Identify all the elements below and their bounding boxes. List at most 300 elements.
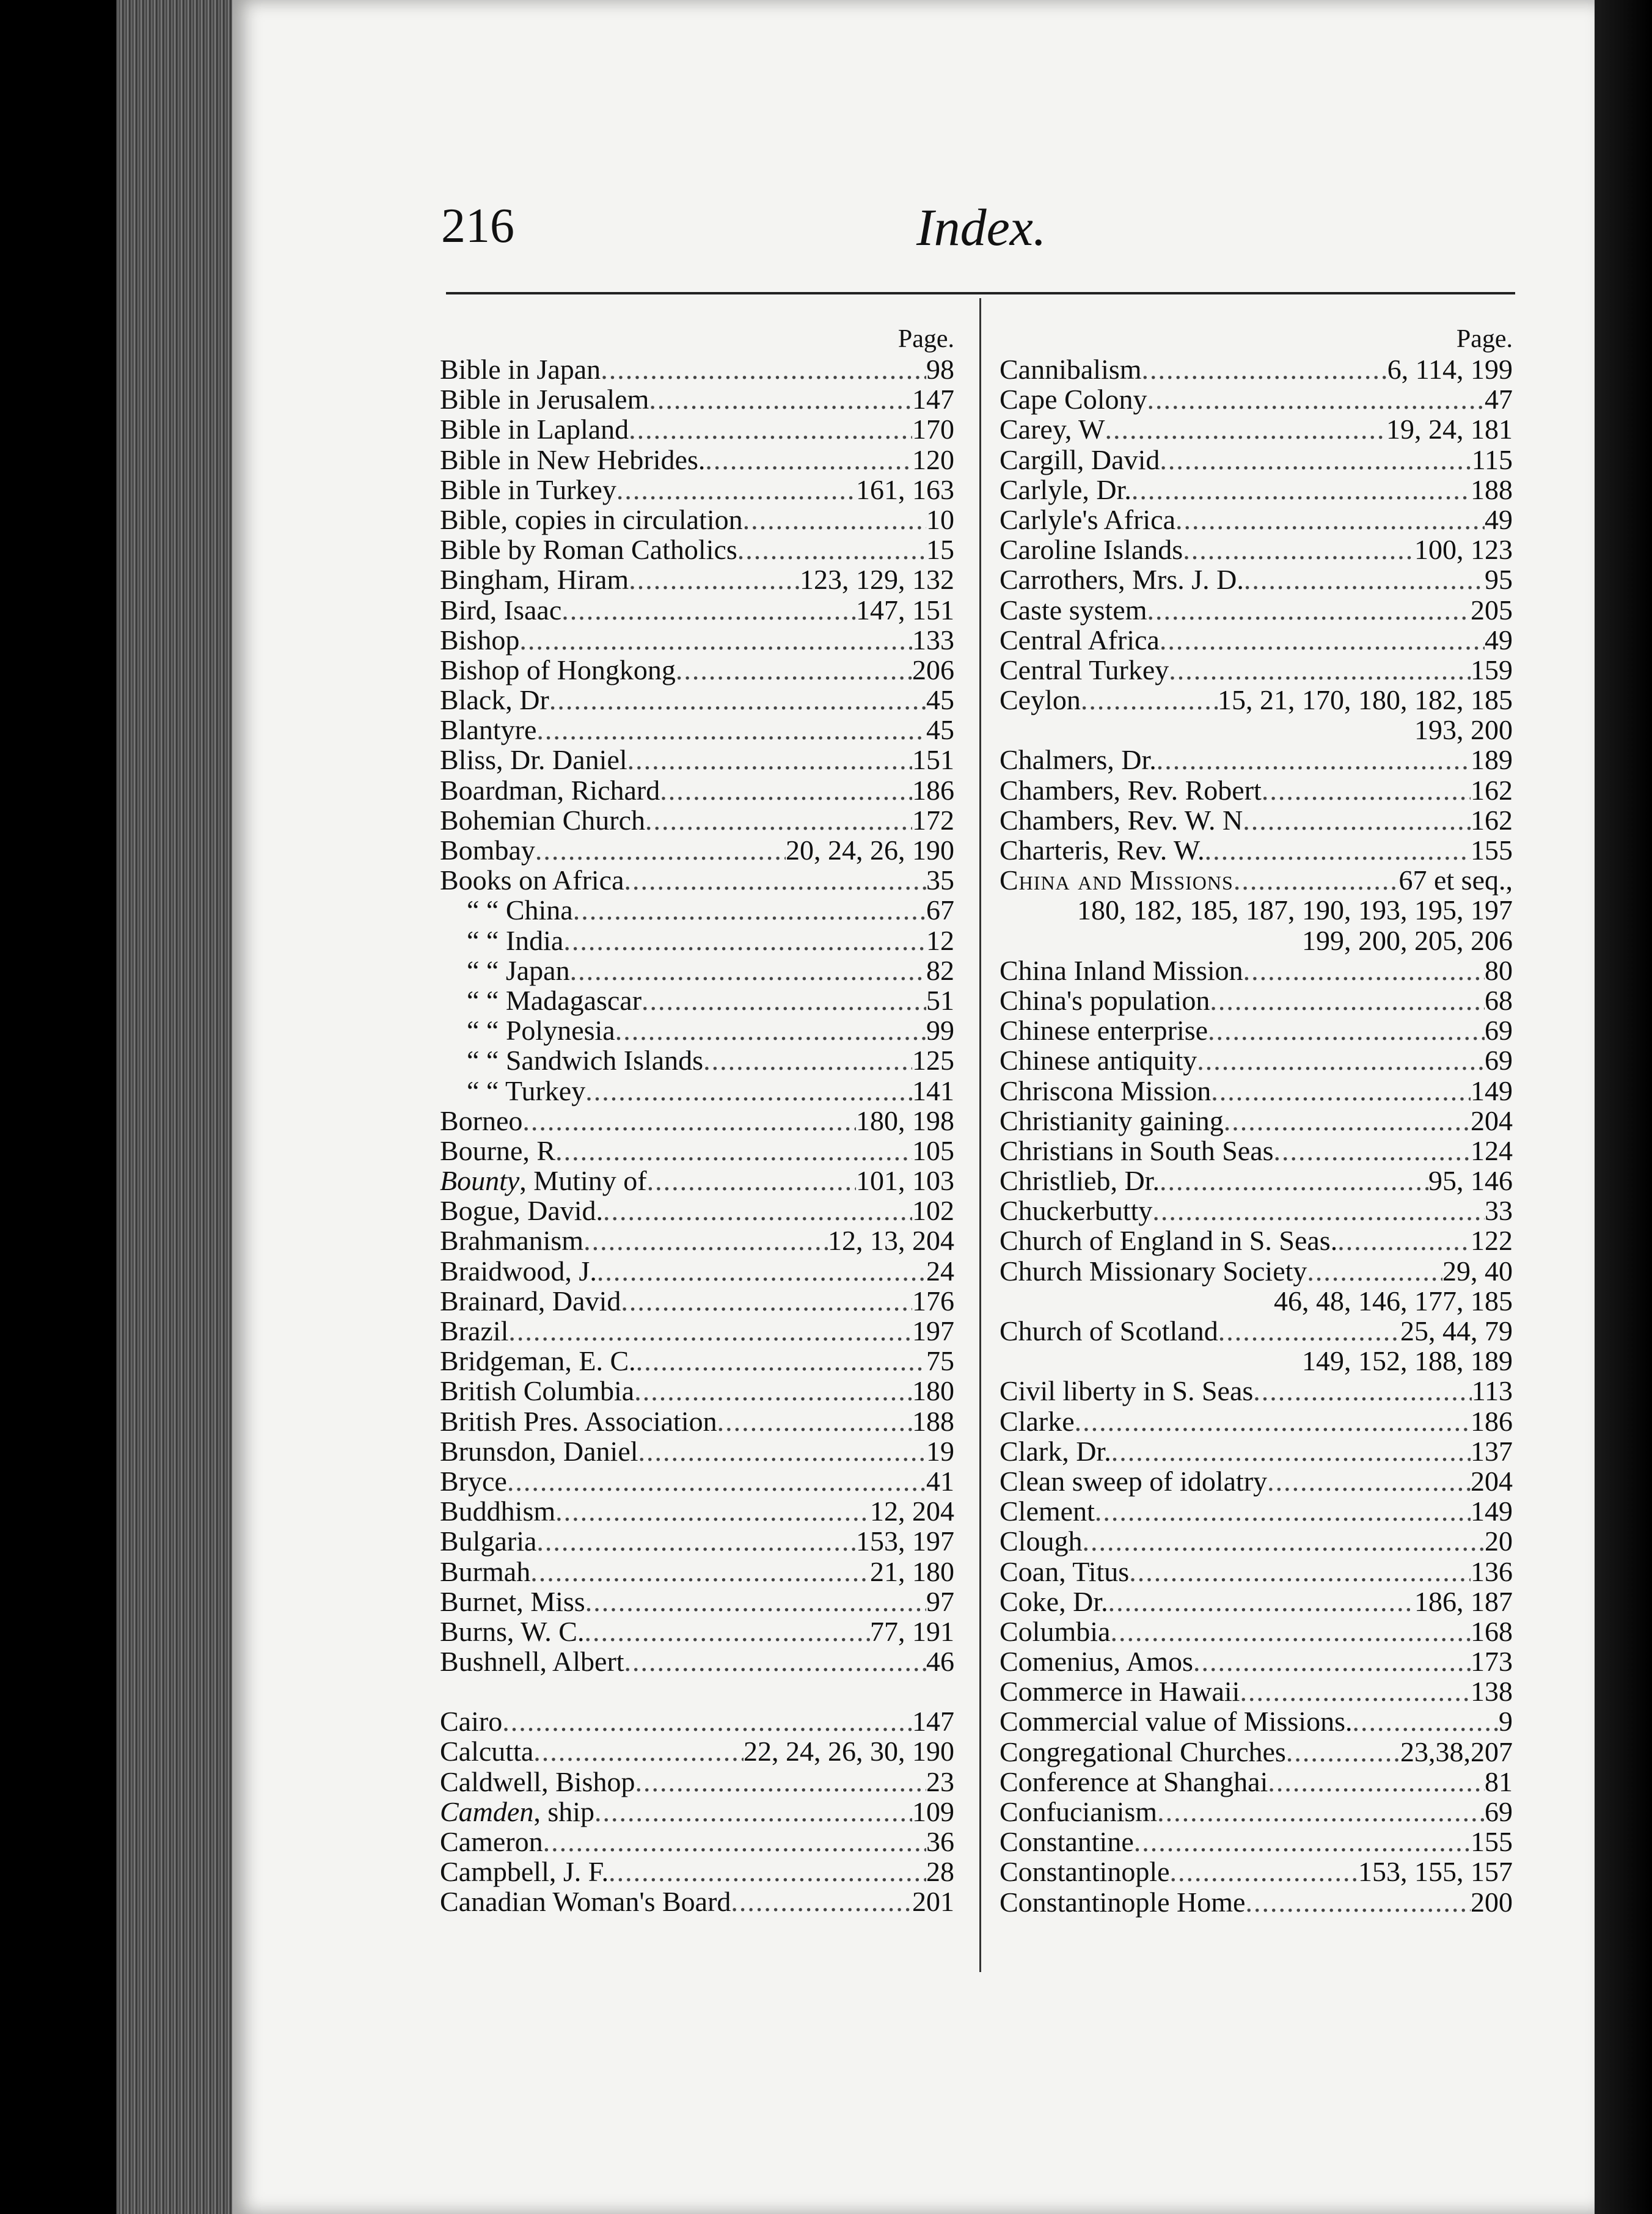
index-entry (1000, 414, 1513, 444)
entry-term: Central Turkey (1000, 654, 1169, 685)
index-entry (1000, 1827, 1513, 1857)
index-entry (440, 564, 954, 594)
index-entry (1000, 1646, 1513, 1676)
entry-term: Clean sweep of idolatry (1000, 1465, 1268, 1497)
entry-term: Chuckerbutty (1000, 1195, 1153, 1227)
entry-term: Buddhism (440, 1496, 556, 1527)
dot-leader (743, 505, 926, 535)
entry-pages: 97 (926, 1585, 954, 1617)
index-entry (1000, 625, 1513, 655)
entry-pages: 68 (1485, 984, 1513, 1016)
dot-leader (1160, 1166, 1428, 1196)
index-entry (1000, 1166, 1513, 1196)
entry-pages: 9 (1499, 1706, 1513, 1737)
entry-term: Bible in Turkey (440, 473, 616, 505)
entry-pages: 125 (912, 1045, 954, 1076)
dot-leader (1307, 1256, 1442, 1286)
entry-term: Church of England in S. Seas. (1000, 1225, 1338, 1257)
entry-term: Constantine (1000, 1826, 1134, 1858)
entry-pages: 10 (926, 503, 954, 535)
entry-term: Bible in Japan (440, 354, 601, 385)
dot-leader (635, 1767, 926, 1797)
index-entry (1000, 1526, 1513, 1556)
dot-leader (1337, 1226, 1471, 1255)
entry-term: “ “ Sandwich Islands (467, 1045, 704, 1076)
index-entry (440, 384, 954, 414)
dot-leader (1111, 1436, 1471, 1466)
index-entry (440, 1767, 954, 1797)
entry-term: Campbell, J. F. (440, 1856, 609, 1888)
entry-term: Bible in New Hebrides. (440, 444, 706, 475)
dot-leader (561, 595, 856, 625)
entry-term: Ceylon (1000, 684, 1081, 716)
entry-pages: 159 (1471, 654, 1513, 685)
index-entry (440, 1557, 954, 1587)
entry-term: Caroline Islands (1000, 534, 1183, 566)
entry-term: Church Missionary Society (1000, 1255, 1307, 1287)
dot-leader (585, 1076, 912, 1106)
dot-leader (1081, 685, 1218, 715)
entry-pages: 115 (1471, 444, 1513, 475)
index-entry (440, 535, 954, 564)
entry-pages: 15, 21, 170, 180, 182, 185 (1218, 684, 1513, 716)
index-entry (1000, 1887, 1513, 1917)
entry-term: Chambers, Rev. W. N (1000, 804, 1243, 836)
index-column-right (1000, 324, 1513, 1917)
entry-term: Brazil (440, 1315, 509, 1346)
entry-pages: 21, 180 (870, 1555, 954, 1587)
entry-term: Bliss, Dr. Daniel (440, 744, 627, 776)
entry-term-italic: Camden (440, 1796, 534, 1827)
dot-leader (1244, 564, 1485, 594)
entry-term: Braidwood, J. (440, 1255, 597, 1287)
entry-pages: 12 (926, 924, 954, 956)
index-entry (1000, 1436, 1513, 1466)
index-entry (1000, 1587, 1513, 1617)
entry-term: Calcutta (440, 1736, 534, 1767)
index-entry (440, 1376, 954, 1406)
entry-pages: 41 (926, 1465, 954, 1497)
entry-term: Bishop of Hongkong (440, 654, 676, 685)
index-column-left (440, 324, 954, 1917)
entry-term: Congregational Churches (1000, 1736, 1286, 1767)
entry-term: Bryce (440, 1465, 507, 1497)
index-entry (1000, 1316, 1513, 1346)
index-entry (440, 835, 954, 865)
header-rule (446, 292, 1515, 294)
index-entry (1000, 505, 1513, 535)
index-entry (440, 595, 954, 625)
index-entry (440, 926, 954, 955)
entry-pages: 133 (912, 624, 954, 656)
entry-pages: 189 (1471, 744, 1513, 776)
entry-pages: 36 (926, 1826, 954, 1857)
entry-term: Burns, W. C. (440, 1615, 585, 1647)
index-entry (1000, 1557, 1513, 1587)
index-entry (440, 1436, 954, 1466)
index-entry (440, 414, 954, 444)
entry-pages: 141 (912, 1075, 954, 1106)
index-entry (1000, 805, 1513, 835)
entry-pages: 77, 191 (870, 1615, 954, 1647)
entry-term: Christians in South Seas (1000, 1134, 1274, 1166)
entry-pages: 46, 48, 146, 177, 185 (1274, 1285, 1513, 1317)
entry-term: Chalmers, Dr. (1000, 744, 1157, 776)
index-entry (440, 1166, 954, 1196)
index-entry (1000, 865, 1513, 895)
index-entry (440, 775, 954, 805)
entry-pages: 15 (926, 534, 954, 566)
index-entry (1000, 1376, 1513, 1406)
index-entry (1000, 1015, 1513, 1045)
dot-leader (507, 1466, 926, 1496)
entry-pages: 204 (1471, 1465, 1513, 1497)
dot-leader (570, 955, 926, 985)
entry-term: Bogue, David. (440, 1195, 604, 1227)
entry-pages: 124 (1471, 1134, 1513, 1166)
dot-leader (1129, 1557, 1471, 1587)
dot-leader (1243, 955, 1485, 985)
dot-leader (1095, 1496, 1471, 1526)
index-entry (1000, 745, 1513, 775)
entry-pages: 81 (1485, 1766, 1513, 1797)
dot-leader (1240, 1676, 1471, 1706)
index-entry (440, 625, 954, 655)
index-entry (1000, 1136, 1513, 1166)
index-entry (440, 985, 954, 1015)
facing-page-edge (1595, 0, 1652, 2214)
dot-leader (645, 805, 912, 835)
index-entry (440, 1496, 954, 1526)
page-title: Index. (916, 198, 1047, 257)
index-entry (440, 1196, 954, 1226)
entry-term: Central Africa (1000, 624, 1160, 656)
entry-term: Church of Scotland (1000, 1315, 1218, 1346)
dot-leader (1110, 1617, 1471, 1646)
entry-pages: 6, 114, 199 (1387, 354, 1513, 385)
entry-term: Constantinople Home (1000, 1886, 1246, 1918)
entry-term: Carrothers, Mrs. J. D. (1000, 564, 1244, 596)
entry-pages: 82 (926, 954, 954, 986)
index-entry (440, 1797, 954, 1827)
entry-pages: 180, 182, 185, 187, 190, 193, 195, 197 (1077, 894, 1513, 926)
entry-term: Clough (1000, 1525, 1083, 1557)
dot-leader (624, 1646, 926, 1676)
entry-pages: 23 (926, 1766, 954, 1797)
entry-term: Bird, Isaac (440, 594, 562, 626)
entry-term (440, 1166, 647, 1196)
entry-term: Cairo (440, 1706, 503, 1737)
entry-pages: 49 (1485, 503, 1513, 535)
entry-pages: 162 (1471, 774, 1513, 806)
index-entry (440, 955, 954, 985)
entry-term: Confucianism (1000, 1796, 1158, 1827)
index-entry (1000, 1737, 1513, 1767)
dot-leader (603, 1196, 912, 1226)
entry-pages: 45 (926, 714, 954, 746)
entry-pages: 161, 163 (856, 473, 954, 505)
index-entry (1000, 384, 1513, 414)
dot-leader (597, 1256, 926, 1286)
entry-pages: 204 (1471, 1105, 1513, 1136)
index-entry (1000, 1676, 1513, 1706)
entry-term: Boardman, Richard (440, 774, 660, 806)
entry-term: Cameron (440, 1826, 543, 1857)
dot-leader (519, 625, 912, 655)
entry-pages: 162 (1471, 804, 1513, 836)
dot-leader (624, 865, 926, 895)
entry-pages: 122 (1471, 1225, 1513, 1257)
entry-pages: 19 (926, 1435, 954, 1467)
entry-term: “ “ Polynesia (467, 1015, 615, 1047)
dot-leader (1224, 1106, 1471, 1136)
entry-term: “ “ Japan (467, 954, 570, 986)
entry-pages: 188 (1471, 473, 1513, 505)
section-gap (440, 1676, 954, 1706)
entry-term: “ “ China (467, 894, 573, 926)
index-entry (1000, 1226, 1513, 1255)
entry-pages: 147, 151 (856, 594, 954, 626)
entry-term: Bible in Lapland (440, 414, 629, 445)
entry-pages: 35 (926, 864, 954, 896)
entry-pages: 67 (926, 894, 954, 926)
index-entry-continuation (1000, 1286, 1513, 1316)
dot-leader (616, 475, 856, 505)
entry-pages: 51 (926, 984, 954, 1016)
entry-term-italic: Bounty (440, 1165, 520, 1197)
entry-pages: 98 (926, 354, 954, 385)
index-entry (1000, 354, 1513, 384)
entry-pages: 49 (1485, 624, 1513, 656)
index-entry (1000, 1196, 1513, 1226)
entry-pages: 120 (912, 444, 954, 475)
dot-leader (660, 775, 912, 805)
entry-pages: 95, 146 (1428, 1165, 1513, 1197)
dot-leader (1211, 1076, 1471, 1106)
entry-pages: 67 et seq., (1398, 864, 1513, 896)
column-divider (979, 298, 981, 1972)
index-entry (440, 1406, 954, 1436)
index-entry (1000, 1767, 1513, 1797)
index-entry-continuation (1000, 715, 1513, 745)
entry-pages: 180, 198 (856, 1105, 954, 1136)
dot-leader (703, 1045, 912, 1075)
entry-pages: 136 (1471, 1555, 1513, 1587)
entry-term: Brainard, David (440, 1285, 621, 1317)
entry-pages: 149 (1471, 1075, 1513, 1106)
entry-term: Carey, W (1000, 414, 1105, 445)
dot-leader (638, 1436, 926, 1466)
index-entry (1000, 564, 1513, 594)
entry-term: Charteris, Rev. W. (1000, 835, 1205, 866)
dot-leader (533, 1736, 744, 1766)
entry-pages: 173 (1471, 1646, 1513, 1678)
index-entry (1000, 1076, 1513, 1106)
index-entry (440, 1136, 954, 1166)
dot-leader (583, 1226, 828, 1255)
index-entry (440, 1256, 954, 1286)
index-entry (1000, 1106, 1513, 1136)
dot-leader (594, 1797, 912, 1827)
dot-leader (1245, 1887, 1471, 1917)
index-entry (440, 505, 954, 535)
entry-pages: 168 (1471, 1615, 1513, 1647)
dot-leader (1267, 1466, 1471, 1496)
dot-leader (627, 745, 912, 775)
entry-pages: 109 (912, 1796, 954, 1827)
index-entry (440, 805, 954, 835)
dot-leader (1210, 985, 1485, 1015)
entry-term: Carlyle, Dr. (1000, 473, 1131, 505)
entry-pages: 180 (912, 1375, 954, 1407)
dot-leader (649, 384, 912, 414)
entry-pages: 75 (926, 1345, 954, 1377)
index-entry (440, 1316, 954, 1346)
dot-leader (1197, 1045, 1485, 1075)
dot-leader (615, 1015, 926, 1045)
page-column-heading: Page. (897, 325, 954, 353)
index-entry (1000, 1256, 1513, 1286)
entry-term: Canadian Woman's Board (440, 1886, 731, 1918)
dot-leader (563, 926, 926, 955)
index-entry-continuation (1000, 1346, 1513, 1376)
entry-pages: 155 (1471, 835, 1513, 866)
dot-leader (641, 985, 926, 1015)
entry-pages: 186 (1471, 1405, 1513, 1437)
entry-term: “ “ India (467, 924, 564, 956)
entry-pages: 155 (1471, 1826, 1513, 1858)
index-entry-continuation (1000, 895, 1513, 925)
entry-term: China's population (1000, 984, 1210, 1016)
index-entry (440, 1045, 954, 1075)
entry-pages: 193, 200 (1414, 714, 1513, 746)
entry-term: Civil liberty in S. Seas (1000, 1375, 1254, 1407)
dot-leader (1108, 1587, 1414, 1617)
index-entry (440, 354, 954, 384)
entry-pages: 153, 197 (856, 1525, 954, 1557)
index-entry (440, 715, 954, 745)
dot-leader (636, 1346, 926, 1376)
entry-pages: 186 (912, 774, 954, 806)
entry-term: Caldwell, Bishop (440, 1766, 635, 1797)
entry-term: Brahmanism (440, 1225, 584, 1257)
entry-term: “ “ Madagascar (467, 984, 642, 1016)
entry-pages: 172 (912, 804, 954, 836)
entry-pages: 137 (1471, 1435, 1513, 1467)
dot-leader (731, 1887, 912, 1916)
dot-leader (621, 1286, 912, 1316)
entry-term: Caste system (1000, 594, 1147, 626)
index-entry (440, 865, 954, 895)
dot-leader (1147, 384, 1485, 414)
dot-leader (555, 1496, 870, 1526)
dot-leader (508, 1316, 912, 1346)
index-entry (1000, 775, 1513, 805)
entry-pages: 20, 24, 26, 190 (786, 835, 954, 866)
index-entry (1000, 1406, 1513, 1436)
dot-leader (536, 1526, 856, 1556)
entry-term: Bulgaria (440, 1525, 537, 1557)
index-entry (1000, 535, 1513, 564)
dot-leader (647, 1166, 856, 1196)
index-entry (1000, 835, 1513, 865)
dot-leader (522, 1106, 856, 1136)
entry-term: Bushnell, Albert (440, 1646, 624, 1678)
entry-term: Cape Colony (1000, 384, 1147, 415)
entry-pages: 95 (1485, 564, 1513, 596)
index-entry (440, 445, 954, 475)
entry-term: Bridgeman, E. C. (440, 1345, 636, 1377)
entry-pages: 206 (912, 654, 954, 685)
entry-pages: 102 (912, 1195, 954, 1227)
entry-pages: 47 (1485, 384, 1513, 415)
entry-term: Borneo (440, 1105, 523, 1136)
entry-term: Chinese enterprise (1000, 1015, 1208, 1047)
entry-term: Bible in Jerusalem (440, 384, 649, 415)
dot-leader (1142, 354, 1387, 384)
entry-term: Burmah (440, 1555, 531, 1587)
index-entry (440, 1706, 954, 1736)
entry-term: Constantinople (1000, 1856, 1170, 1888)
entry-term: Bohemian Church (440, 804, 645, 836)
dot-leader (629, 414, 912, 444)
entry-pages: 100, 123 (1414, 534, 1513, 566)
entry-pages: 33 (1485, 1195, 1513, 1227)
entry-pages: 99 (926, 1015, 954, 1047)
index-entry (440, 1015, 954, 1045)
index-entry (1000, 1797, 1513, 1827)
entry-term: British Pres. Association (440, 1405, 717, 1437)
index-entry (440, 1617, 954, 1646)
index-entry (440, 1887, 954, 1916)
index-entry (1000, 985, 1513, 1015)
dot-leader (555, 1136, 912, 1166)
dot-leader (1157, 745, 1471, 775)
entry-pages: 29, 40 (1442, 1255, 1513, 1287)
entry-pages: 149 (1471, 1496, 1513, 1527)
index-entry (1000, 1706, 1513, 1736)
entry-term: Chambers, Rev. Robert (1000, 774, 1262, 806)
index-entry (1000, 1045, 1513, 1075)
dot-leader (676, 655, 912, 685)
entry-term: Bishop (440, 624, 520, 656)
entry-term: Clarke (1000, 1405, 1075, 1437)
entry-term: Clark, Dr. (1000, 1435, 1111, 1467)
index-entry (1000, 655, 1513, 685)
entry-term: “ “ Turkey (467, 1075, 586, 1106)
page-number: 216 (441, 199, 514, 253)
dot-leader (1243, 805, 1471, 835)
entry-pages: 28 (926, 1856, 954, 1888)
entry-term: Commerce in Hawaii (1000, 1676, 1240, 1708)
entry-term: British Columbia (440, 1375, 635, 1407)
index-entry (440, 895, 954, 925)
entry-pages: 205 (1471, 594, 1513, 626)
entry-term: Bourne, R (440, 1134, 556, 1166)
entry-term: Bible by Roman Catholics (440, 534, 737, 566)
dot-leader (1234, 865, 1399, 895)
index-entry (440, 1827, 954, 1857)
entry-term: Christianity gaining (1000, 1105, 1224, 1136)
entry-term: Bingham, Hiram (440, 564, 629, 596)
entry-pages: 101, 103 (856, 1165, 954, 1197)
dot-leader (1268, 1767, 1485, 1797)
entry-pages: 186, 187 (1414, 1585, 1513, 1617)
dot-leader (1147, 595, 1471, 625)
dot-leader (601, 354, 926, 384)
entry-pages: 46 (926, 1646, 954, 1678)
index-entry (440, 685, 954, 715)
